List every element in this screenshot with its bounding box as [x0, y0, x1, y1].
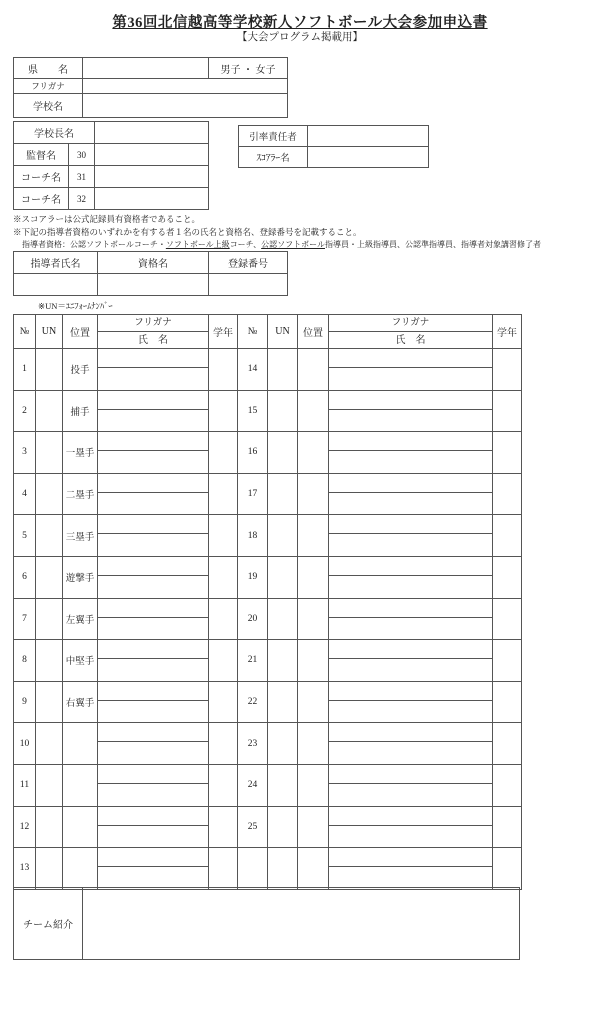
furigana-divider	[98, 682, 208, 701]
roster-name-left	[98, 723, 209, 765]
roster-name-left	[98, 640, 209, 682]
roster-name-right	[329, 349, 493, 391]
furigana-divider	[98, 723, 208, 742]
roster-un-right	[268, 515, 298, 557]
furigana-divider	[329, 640, 492, 659]
roster-grade-right	[493, 681, 522, 723]
instructor-name-input-cell	[14, 274, 98, 296]
roster-un-left	[36, 723, 63, 765]
school-name-label: 学校名	[14, 94, 83, 118]
roster-grade-right	[493, 432, 522, 474]
qualification-segment: 指導員・上級指導員、公認準指導員、指導者対象講習修了者	[324, 240, 541, 249]
un-note: ※UN＝ﾕﾆﾌｫｰﾑﾅﾝﾊﾞｰ	[38, 301, 113, 311]
roster-name-right	[329, 764, 493, 806]
roster-un-right	[268, 473, 298, 515]
qualification-segment: 指導者資格：公認ソフトボールコーチ・	[22, 240, 166, 249]
roster-row	[14, 848, 522, 890]
roster-no-right: 18	[238, 515, 268, 557]
roster-name-right	[329, 598, 493, 640]
pref-row	[14, 58, 288, 79]
duty-table	[238, 125, 429, 168]
roster-un-left	[36, 390, 63, 432]
manager-input-cell	[95, 144, 209, 166]
roster-grade-left	[209, 598, 238, 640]
roster-un-right	[268, 390, 298, 432]
roster-un-right	[268, 556, 298, 598]
furigana-divider	[329, 557, 492, 576]
instructor-qualification-header: 資格名	[98, 252, 209, 274]
roster-position-header-right: 位置	[298, 315, 329, 349]
furigana-divider	[329, 599, 492, 618]
roster-no-left: 9	[14, 681, 36, 723]
roster-row	[14, 432, 522, 474]
roster-name-left	[98, 681, 209, 723]
instructor-table	[13, 251, 288, 296]
roster-name-left	[98, 390, 209, 432]
furigana-divider	[98, 765, 208, 784]
roster-no-left: 4	[14, 473, 36, 515]
leader-label: 引率責任者	[239, 126, 308, 147]
roster-row	[14, 349, 522, 391]
roster-name-right	[329, 556, 493, 598]
roster-no-left: 7	[14, 598, 36, 640]
roster-un-right	[268, 764, 298, 806]
roster-no-left: 10	[14, 723, 36, 765]
roster-position-left	[63, 723, 98, 765]
roster-grade-right	[493, 515, 522, 557]
roster-row	[14, 598, 522, 640]
roster-un-left	[36, 349, 63, 391]
furigana-divider	[98, 848, 208, 867]
roster-no-right	[238, 848, 268, 890]
furigana-divider	[98, 599, 208, 618]
roster-row	[14, 515, 522, 557]
school-name-row	[14, 94, 288, 118]
roster-name-header-left	[98, 315, 209, 349]
roster-position-left: 捕手	[63, 390, 98, 432]
scorer-label: ｽｺｱﾗｰ名	[239, 147, 308, 168]
roster-no-left: 12	[14, 806, 36, 848]
roster-row	[14, 640, 522, 682]
roster-grade-right	[493, 806, 522, 848]
roster-no-left: 5	[14, 515, 36, 557]
roster-position-right	[298, 764, 329, 806]
furigana-divider	[329, 515, 492, 534]
principal-input-cell	[95, 122, 209, 144]
roster-name-right	[329, 681, 493, 723]
roster-position-left: 左翼手	[63, 598, 98, 640]
coach2-row	[14, 188, 209, 210]
furigana-divider	[98, 557, 208, 576]
coach2-input-cell	[95, 188, 209, 210]
pref-label: 県 名	[14, 58, 83, 79]
roster-grade-right	[493, 349, 522, 391]
coach1-input-cell	[95, 166, 209, 188]
roster-grade-left	[209, 515, 238, 557]
roster-position-right	[298, 723, 329, 765]
roster-name-right	[329, 806, 493, 848]
scorer-note: ※スコアラーは公式記録員有資格者であること。	[13, 214, 201, 224]
roster-grade-right	[493, 556, 522, 598]
furigana-divider	[329, 807, 492, 826]
roster-grade-right	[493, 390, 522, 432]
school-furigana-input-cell	[83, 79, 288, 94]
roster-un-left	[36, 848, 63, 890]
qualification-note	[22, 239, 541, 250]
roster-no-right: 16	[238, 432, 268, 474]
roster-name-left	[98, 764, 209, 806]
roster-un-header-left: UN	[36, 315, 63, 349]
roster-name-right	[329, 723, 493, 765]
roster-position-left	[63, 764, 98, 806]
leader-input-cell	[308, 126, 429, 147]
roster-row	[14, 556, 522, 598]
roster-position-left: 中堅手	[63, 640, 98, 682]
roster-grade-left	[209, 349, 238, 391]
roster-no-right: 15	[238, 390, 268, 432]
roster-name-right	[329, 848, 493, 890]
roster-position-right	[298, 681, 329, 723]
roster-no-right: 25	[238, 806, 268, 848]
team-intro-input-cell	[83, 888, 520, 960]
roster-position-left: 一塁手	[63, 432, 98, 474]
instructor-registration-header: 登録番号	[209, 252, 288, 274]
scorer-input-cell	[308, 147, 429, 168]
roster-un-left	[36, 764, 63, 806]
school-info-table	[13, 57, 288, 118]
roster-grade-left	[209, 848, 238, 890]
roster-name-left	[98, 515, 209, 557]
roster-grade-left	[209, 764, 238, 806]
roster-name-right	[329, 515, 493, 557]
roster-position-left: 二塁手	[63, 473, 98, 515]
furigana-divider	[98, 349, 208, 368]
roster-row	[14, 681, 522, 723]
pref-input-cell	[83, 58, 209, 79]
roster-name-right	[329, 640, 493, 682]
school-furigana-row	[14, 79, 288, 94]
principal-label: 学校長名	[14, 122, 95, 144]
shimei-header-right: 氏 名	[395, 335, 426, 346]
roster-un-left	[36, 556, 63, 598]
roster-grade-left	[209, 390, 238, 432]
roster-name-left	[98, 806, 209, 848]
instructor-name-header: 指導者氏名	[14, 252, 98, 274]
furigana-header-left: フリガナ	[98, 315, 208, 332]
roster-position-right	[298, 806, 329, 848]
roster-name-left	[98, 432, 209, 474]
roster-body	[14, 349, 522, 890]
roster-no-left: 11	[14, 764, 36, 806]
roster-grade-right	[493, 473, 522, 515]
roster-no-right: 21	[238, 640, 268, 682]
roster-row	[14, 390, 522, 432]
manager-row	[14, 144, 209, 166]
roster-un-right	[268, 640, 298, 682]
manager-label: 監督名	[14, 144, 69, 166]
scorer-row	[239, 147, 429, 168]
roster-un-right	[268, 681, 298, 723]
roster-row	[14, 764, 522, 806]
roster-grade-right	[493, 848, 522, 890]
roster-grade-left	[209, 681, 238, 723]
roster-grade-right	[493, 764, 522, 806]
roster-name-left	[98, 598, 209, 640]
roster-position-right	[298, 390, 329, 432]
roster-no-right: 22	[238, 681, 268, 723]
furigana-divider	[329, 682, 492, 701]
roster-position-right	[298, 432, 329, 474]
team-intro-label: チーム紹介	[14, 888, 83, 960]
roster-un-right	[268, 723, 298, 765]
furigana-divider	[98, 807, 208, 826]
roster-position-right	[298, 473, 329, 515]
coach2-number: 32	[69, 188, 95, 210]
roster-no-header-left: №	[14, 315, 36, 349]
roster-grade-left	[209, 723, 238, 765]
principal-row	[14, 122, 209, 144]
roster-position-left: 遊撃手	[63, 556, 98, 598]
roster-un-header-right: UN	[268, 315, 298, 349]
instructor-input-row	[14, 274, 288, 296]
qualification-segment: コーチ、	[229, 240, 262, 249]
roster-un-right	[268, 848, 298, 890]
qualification-segment: ソフトボール上級	[165, 240, 230, 249]
roster-position-left: 三塁手	[63, 515, 98, 557]
coach1-number: 31	[69, 166, 95, 188]
roster-name-right	[329, 473, 493, 515]
roster-position-left: 右翼手	[63, 681, 98, 723]
name-header-split	[329, 315, 492, 348]
roster-un-right	[268, 598, 298, 640]
roster-name-left	[98, 848, 209, 890]
roster-no-left: 6	[14, 556, 36, 598]
instructor-header-row	[14, 252, 288, 274]
furigana-divider	[329, 349, 492, 368]
furigana-divider	[329, 848, 492, 867]
roster-name-left	[98, 556, 209, 598]
roster-grade-right	[493, 640, 522, 682]
furigana-header-right: フリガナ	[329, 315, 492, 332]
roster-row	[14, 473, 522, 515]
leader-row	[239, 126, 429, 147]
furigana-divider	[329, 474, 492, 493]
instructor-registration-input-cell	[209, 274, 288, 296]
roster-grade-left	[209, 556, 238, 598]
school-name-input-cell	[83, 94, 288, 118]
page-title: 第36回北信越高等学校新人ソフトボール大会参加申込書	[112, 15, 488, 31]
roster-no-right: 19	[238, 556, 268, 598]
manager-number: 30	[69, 144, 95, 166]
roster-position-right	[298, 640, 329, 682]
roster-grade-left	[209, 432, 238, 474]
furigana-divider	[329, 432, 492, 451]
roster-name-left	[98, 349, 209, 391]
furigana-divider	[329, 765, 492, 784]
roster-grade-header-right: 学年	[493, 315, 522, 349]
roster-grade-left	[209, 806, 238, 848]
furigana-divider	[98, 515, 208, 534]
roster-grade-header-left: 学年	[209, 315, 238, 349]
roster-row	[14, 723, 522, 765]
furigana-divider	[98, 391, 208, 410]
roster-un-right	[268, 806, 298, 848]
coach1-row	[14, 166, 209, 188]
qualification-segment: 公認ソフトボール	[261, 240, 325, 249]
roster-no-right: 14	[238, 349, 268, 391]
roster-position-left: 投手	[63, 349, 98, 391]
shimei-header-left: 氏 名	[138, 335, 168, 346]
roster-un-left	[36, 515, 63, 557]
furigana-divider	[98, 432, 208, 451]
name-header-split	[98, 315, 208, 348]
roster-position-right	[298, 598, 329, 640]
roster-name-right	[329, 432, 493, 474]
roster-table	[13, 314, 522, 890]
gender-options: 男子 ・ 女子	[209, 58, 288, 79]
roster-un-left	[36, 640, 63, 682]
roster-row	[14, 806, 522, 848]
roster-no-right: 20	[238, 598, 268, 640]
furigana-divider	[98, 474, 208, 493]
roster-un-left	[36, 473, 63, 515]
roster-no-left: 8	[14, 640, 36, 682]
roster-name-right	[329, 390, 493, 432]
roster-grade-right	[493, 598, 522, 640]
roster-no-left: 1	[14, 349, 36, 391]
roster-un-right	[268, 432, 298, 474]
roster-position-right	[298, 515, 329, 557]
roster-un-left	[36, 806, 63, 848]
instructor-qualification-input-cell	[98, 274, 209, 296]
staff-table	[13, 121, 209, 210]
coach1-label: コーチ名	[14, 166, 69, 188]
roster-no-left: 13	[14, 848, 36, 890]
roster-un-left	[36, 681, 63, 723]
roster-position-left	[63, 848, 98, 890]
roster-un-left	[36, 598, 63, 640]
furigana-divider	[329, 391, 492, 410]
roster-no-right: 24	[238, 764, 268, 806]
team-intro-table	[13, 887, 520, 960]
roster-position-right	[298, 556, 329, 598]
roster-un-left	[36, 432, 63, 474]
furigana-divider	[98, 640, 208, 659]
roster-no-right: 23	[238, 723, 268, 765]
page-subtitle: 【大会プログラム掲載用】	[237, 32, 363, 43]
roster-no-left: 3	[14, 432, 36, 474]
roster-no-header-right: №	[238, 315, 268, 349]
coach2-label: コーチ名	[14, 188, 69, 210]
roster-grade-left	[209, 473, 238, 515]
roster-no-right: 17	[238, 473, 268, 515]
roster-position-right	[298, 349, 329, 391]
roster-no-left: 2	[14, 390, 36, 432]
roster-name-left	[98, 473, 209, 515]
school-furigana-label: フリガナ	[14, 79, 83, 94]
roster-grade-right	[493, 723, 522, 765]
roster-grade-left	[209, 640, 238, 682]
roster-position-right	[298, 848, 329, 890]
roster-position-left	[63, 806, 98, 848]
roster-un-right	[268, 349, 298, 391]
instructor-note: ※下記の指導者資格のいずれかを有する者１名の氏名と資格名、登録番号を記載すること。	[13, 227, 362, 237]
roster-position-header-left: 位置	[63, 315, 98, 349]
roster-name-header-right	[329, 315, 493, 349]
roster-header-row	[14, 315, 522, 349]
team-intro-row	[14, 888, 520, 960]
furigana-divider	[329, 723, 492, 742]
